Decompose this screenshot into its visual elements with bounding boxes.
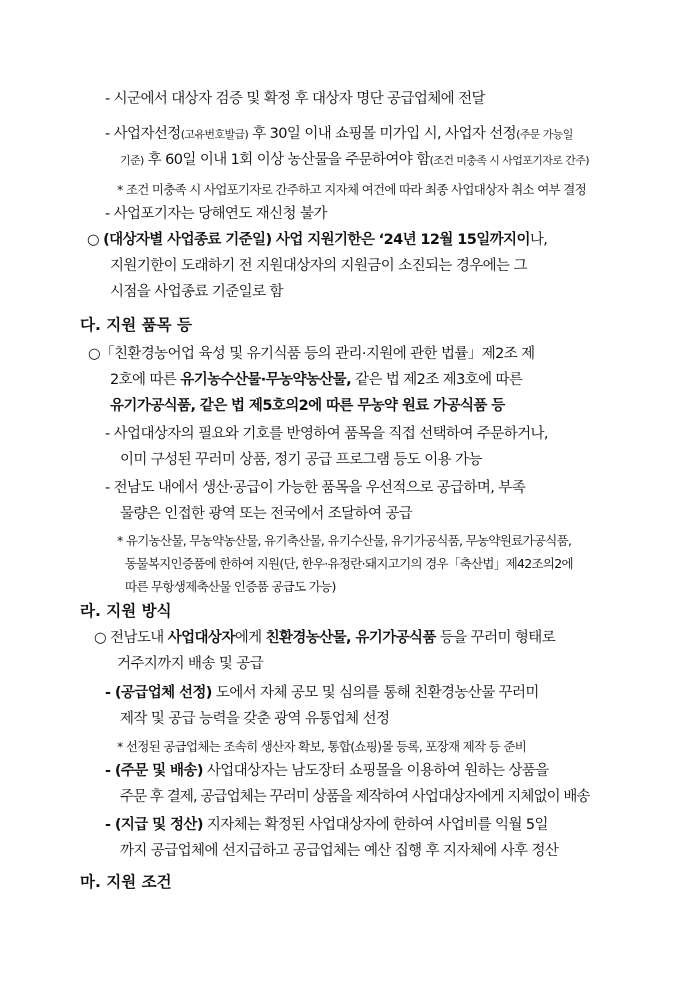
bullet-line-supplier-selection [105,683,539,703]
bullet-line-local-supply [105,478,525,498]
section-heading-support-conditions [80,872,172,892]
line-text: 에게 [234,630,266,646]
line-text-small: 기준) [120,154,144,167]
circle-line-deadline [87,230,547,250]
section-heading-support-method [80,601,172,621]
line-text: 물량은 인접한 광역 또는 전국에서 조달하여 공급 [120,506,413,522]
section-heading-support-items [80,315,192,335]
line-text-small: (고유번호발급) [180,128,249,141]
line-text: 동물복지인증품에 한하여 지원(단, 한우·유정란·돼지고기의 경우「축산법」제42조의2에 [125,556,573,571]
line-text: 등을 꾸러미 형태로 [435,630,556,646]
line-text-bold: 유기가공식품, 같은 법 제5호의2에 따른 무농약 원료 가공식품 등 [110,398,505,414]
line-text: 시점을 사업종료 기준일로 함 [110,284,283,300]
line-text: 주문 후 결제, 공급업체는 꾸러미 상품을 제작하여 사업대상자에게 지체없이 배송 [120,789,590,805]
line-text: 나, [529,232,548,248]
continuation-line [110,282,283,302]
line-text: 까지 공급업체에 선지급하고 공급업체는 예산 집행 후 지자체에 사후 정산 [120,843,559,859]
heading-text: 마. 지원 조건 [80,873,172,891]
bullet-line-order-delivery [105,761,549,781]
line-text-bold: 사업대상자 [167,630,235,646]
line-text-small: (조건 미충족 시 사업포기자로 간주) [429,154,589,167]
line-text: - 시군에서 대상자 검증 및 확정 후 대상자 명단 공급업체에 전달 [105,91,485,107]
line-text: 제작 및 공급 능력을 갖춘 광역 유통업체 선정 [120,711,390,727]
continuation-line [120,787,590,807]
line-text: 도에서 자체 공모 및 심의를 통해 친환경농산물 꾸러미 [211,685,539,701]
bullet-line-verification [105,89,485,109]
footnote-line-abandonment [117,180,586,200]
continuation-line [120,709,389,729]
footnote-line-supplier-prep [117,737,526,757]
circle-line-law [88,344,535,364]
continuation-line [120,150,589,171]
footnote-continuation [125,554,573,574]
continuation-line [110,256,527,276]
line-text: 따른 무항생제축산물 인증품 공급도 가능) [125,579,336,594]
bullet-line-business-selection [105,124,573,145]
heading-text: 라. 지원 방식 [80,602,172,620]
line-text: - 전남도 내에서 생산·공급이 가능한 품목을 우선적으로 공급하며, 부족 [105,480,526,496]
line-text: - 사업포기자는 당해연도 재신청 불가 [105,206,327,222]
line-text: 2호에 따른 [110,372,181,388]
continuation-line [120,504,412,524]
bullet-line-item-choice [105,424,548,444]
line-text-bold: - (공급업체 선정) [105,685,212,701]
line-text: 거주지까지 배송 및 공급 [117,656,264,672]
circle-bullet: ○ [87,232,104,248]
line-text: 같은 법 제2조 제3호에 따른 [350,372,523,388]
line-text-bold: 친환경농산물, 유기가공식품 [265,630,436,646]
line-text: 지자체는 확정된 사업대상자에 한하여 사업비를 익월 5일 [202,817,548,833]
line-text: * 선정된 공급업체는 조속히 생산자 확보, 통합(쇼핑)몰 등록, 포장재 제작 등 준비 [117,739,527,754]
continuation-line [110,370,522,390]
line-text: * 유기농산물, 무농약농산물, 유기축산물, 유기수산물, 유기가공식품, 무농약원료가공식품, [117,533,572,548]
continuation-line [117,654,263,674]
circle-line-delivery [94,628,555,648]
line-text: 후 30일 이내 쇼핑몰 미가입 시, 사업자 선정 [248,126,517,142]
line-text-bold: - (지급 및 정산) [105,817,203,833]
line-text-bold: 유기농수산물·무농약농산물, [180,372,351,388]
line-text: 지원기한이 도래하기 전 지원대상자의 지원금이 소진되는 경우에는 그 [110,258,527,274]
line-text: 사업대상자는 남도장터 쇼핑몰을 이용하여 원하는 상품을 [202,763,549,779]
bullet-line-payment-settlement [105,815,548,835]
line-text: - 사업대상자의 필요와 기호를 반영하여 품목을 직접 선택하여 주문하거나, [105,426,548,442]
heading-text: 다. 지원 품목 등 [80,316,192,334]
continuation-line [120,450,482,470]
footnote-line-eligible-items [117,531,571,551]
bullet-line-reapplication [105,204,327,224]
line-text-small: (주문 가능일 [516,128,573,141]
line-text: 후 60일 이내 1회 이상 농산물을 주문하여야 함 [143,152,430,168]
line-text-bold: - (주문 및 배송) [105,763,203,779]
line-text: * 조건 미충족 시 사업포기자로 간주하고 지자체 여건에 따라 최종 사업대상자 취소 여부 결정 [117,182,586,197]
line-text: 이미 구성된 꾸러미 상품, 정기 공급 프로그램 등도 이용 가능 [120,452,482,468]
continuation-line [120,841,558,861]
line-text: - 사업자선정 [105,126,181,142]
line-text-bold: (대상자별 사업종료 기준일) 사업 지원기한은 ‘24년 12월 15일까지이 [103,232,530,248]
footnote-continuation [125,577,336,597]
line-text: ○「친환경농어업 육성 및 유기식품 등의 관리·지원에 관한 법률」제2조 제 [88,346,535,362]
continuation-line [110,396,505,416]
line-text: ○ 전남도내 [94,630,168,646]
